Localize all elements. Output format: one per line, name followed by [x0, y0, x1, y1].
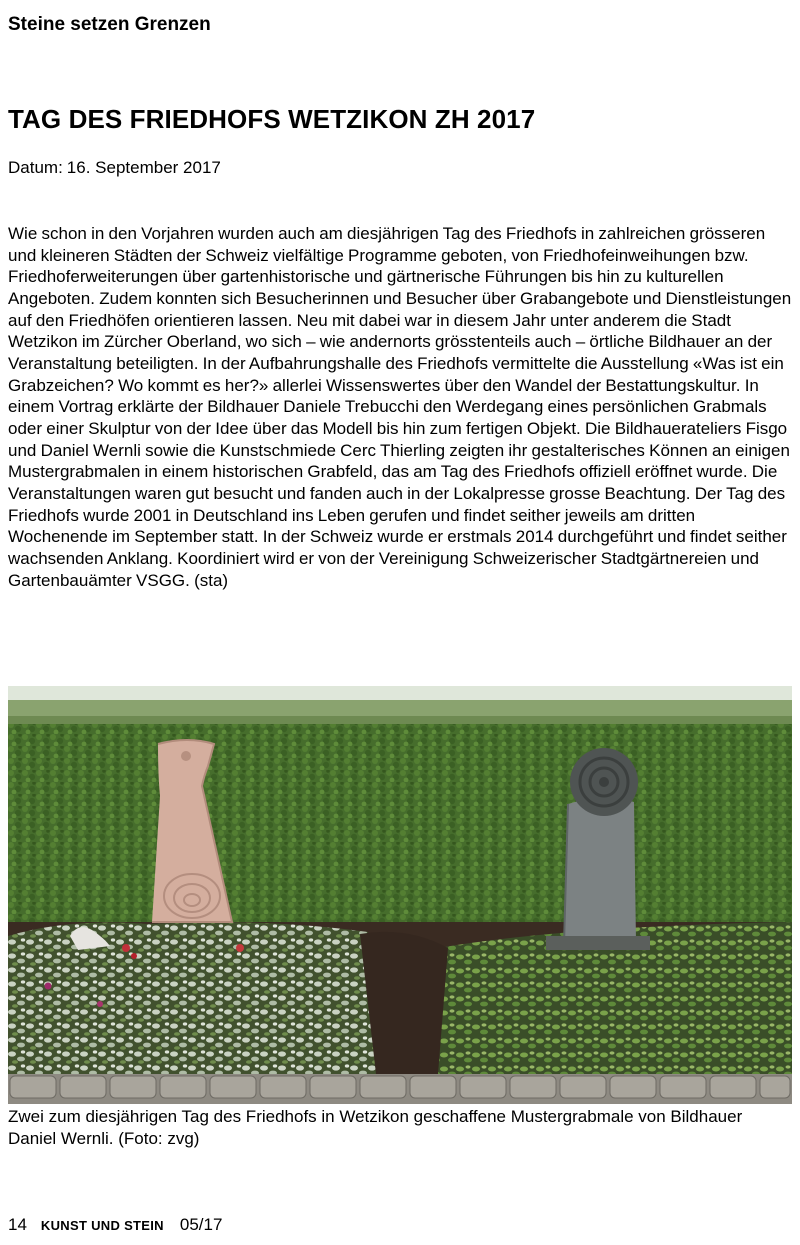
- page-footer: [8, 1215, 222, 1235]
- magazine-logo: KUNST UND STEIN: [40, 1218, 164, 1233]
- gravestones-photo: [8, 686, 792, 1104]
- article-headline: TAG DES FRIEDHOFS WETZIKON ZH 2017: [8, 104, 536, 134]
- photo-caption: Zwei zum diesjährigen Tag des Friedhofs in Wetzikon geschaffene Mustergrabmale von Bildhauer Daniel Wernli. (Foto: zvg): [8, 1107, 743, 1148]
- issue-number: 05/17: [179, 1215, 223, 1234]
- article-body: Wie schon in den Vorjahren wurden auch am diesjährigen Tag des Friedhofs in zahlreichen grösseren und kleineren Städten der Schweiz vielfältige Programme geboten, von Friedhofeinweihungen bzw. Friedhoferweiterungen über gartenhistorische und gärtnerische Führungen bis hin zu kulturellen Angeboten. Zudem konnten sich Besucherinnen und Besucher über Grabangebote und Dienstleistungen auf den Friedhöfen orientieren lassen. Neu mit dabei war in diesem Jahr unter anderem die Stadt Wetzikon im Zürcher Oberland, wo sich – wie andernorts grösstenteils auch – örtliche Bildhauer an der Veranstaltung beteiligten. In der Aufbahrungshalle des Friedhofs vermittelte die Ausstellung «Was ist ein Grabzeichen? Wo kommt es her?» allerlei Wissenswertes über den Wandel der Bestattungskultur. In einem Vortrag erklärte der Bildhauer Daniele Trebucchi den Werdegang eines persönlichen Grabmals oder einer Skulptur von der Idee über das Modell bis hin zum fertigen Objekt. Die Bildhauerateliers Fisgo und Daniel Wernli sowie die Kunstschmiede Cerc Thierling zeigten ihr gestalterisches Können an einigen Mustergrabmalen in einem historischen Grabfeld, das am Tag des Friedhofs offiziell eröffnet wurde. Die Veranstaltungen waren gut besucht und fanden auch in der Lokalpresse grosse Beachtung. Der Tag des Friedhofs wurde 2001 in Deutschland ins Leben gerufen und findet seither jeweils am dritten Wochenende im September statt. In der Schweiz wurde er erstmals 2014 durchgeführt und findet seither wachsenden Anklang. Koordiniert wird er von der Vereinigung Schweizerischer Stadtgärtnereien und Gartenbauämter VSGG. (sta): [8, 224, 792, 590]
- date-label: Datum:: [8, 158, 63, 177]
- section-title: Steine setzen Grenzen: [8, 14, 211, 35]
- date-value: 16. September 2017: [66, 158, 221, 177]
- article-date: [8, 158, 221, 178]
- page-number: 14: [8, 1215, 27, 1234]
